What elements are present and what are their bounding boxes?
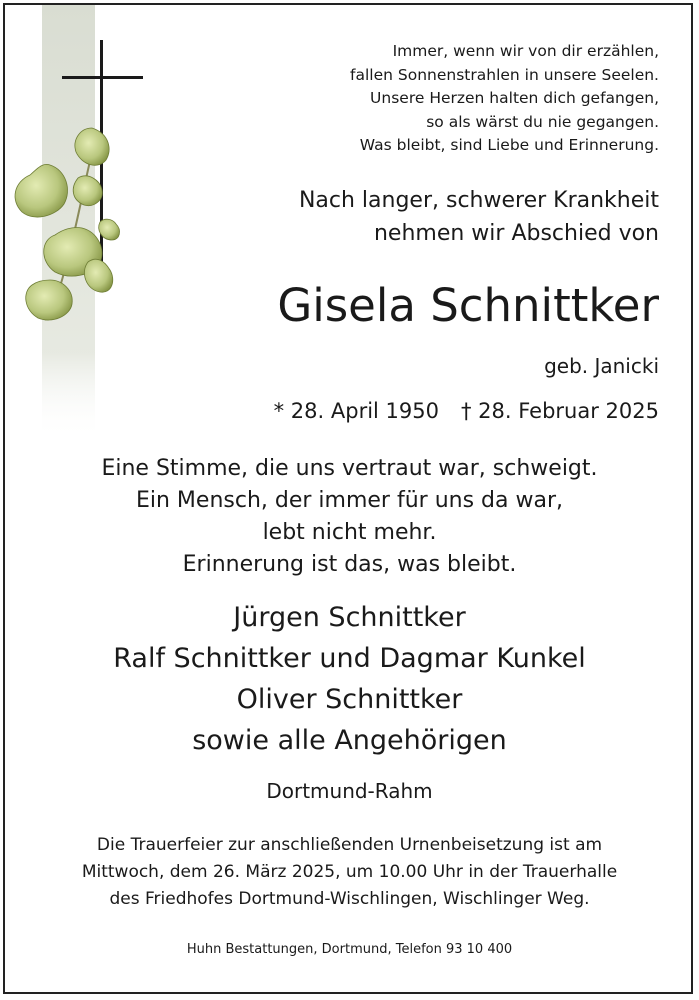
mourner: Jürgen Schnittker: [233, 602, 466, 633]
verse: [0, 453, 699, 581]
birth-name: geb. Janicki: [544, 354, 659, 378]
poem-line: fallen Sonnenstrahlen in unsere Seelen.: [350, 65, 659, 84]
life-dates: [274, 396, 659, 426]
funeral-home: Huhn Bestattungen, Dortmund, Telefon 93 10 400: [186, 942, 513, 957]
verse-line: Erinnerung ist das, was bleibt.: [182, 552, 517, 577]
poem-line: so als wärst du nie gegangen.: [426, 112, 659, 131]
death-date: † 28. Februar 2025: [461, 399, 659, 423]
place: Dortmund-Rahm: [266, 779, 433, 803]
mourner: sowie alle Angehörigen: [192, 725, 507, 756]
birth-date: * 28. April 1950: [273, 399, 439, 423]
poem-line: Was bleibt, sind Liebe und Erinnerung.: [359, 136, 659, 154]
deceased-name: Gisela Schnittker: [277, 279, 659, 332]
mourners: [0, 597, 699, 761]
intro-text: [239, 184, 659, 250]
intro-line: Nach langer, schwerer Krankheit: [298, 188, 659, 213]
service-info: [0, 832, 699, 913]
poem: [239, 40, 659, 158]
intro-line: nehmen wir Abschied von: [373, 221, 659, 246]
service-line: des Friedhofes Dortmund-Wischlingen, Wischlinger Weg.: [109, 889, 590, 909]
mourner: Ralf Schnittker und Dagmar Kunkel: [113, 643, 586, 674]
poem-line: Immer, wenn wir von dir erzählen,: [392, 42, 659, 60]
verse-line: lebt nicht mehr.: [262, 520, 437, 545]
decoration: [0, 0, 160, 440]
service-line: Die Trauerfeier zur anschließenden Urnenbeisetzung ist am: [96, 835, 603, 855]
stripe: [42, 5, 95, 440]
poem-line: Unsere Herzen halten dich gefangen,: [370, 89, 659, 107]
verse-line: Eine Stimme, die uns vertraut war, schweigt.: [101, 456, 598, 481]
service-line: Mittwoch, dem 26. März 2025, um 10.00 Uhr in der Trauerhalle: [81, 862, 618, 882]
mourner: Oliver Schnittker: [236, 684, 463, 715]
verse-line: Ein Mensch, der immer für uns da war,: [135, 488, 563, 513]
